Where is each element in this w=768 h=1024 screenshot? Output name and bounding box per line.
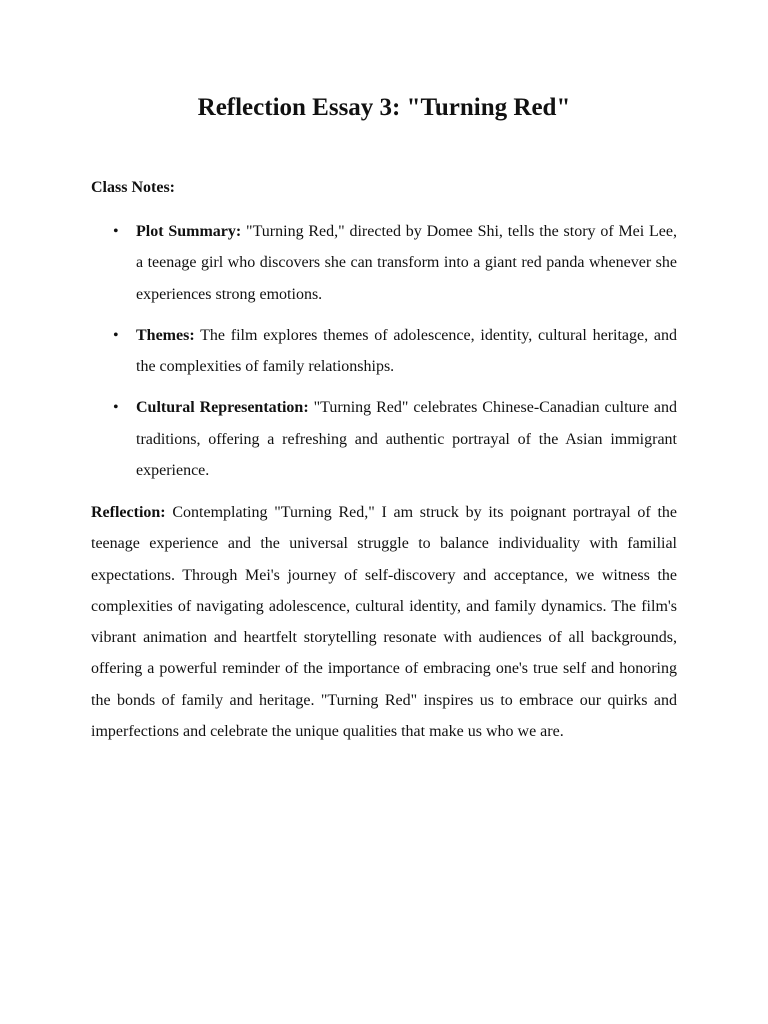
- page-title: Reflection Essay 3: "Turning Red": [197, 94, 571, 121]
- reflection-label: Reflection:: [91, 504, 166, 521]
- reflection-text: Contemplating "Turning Red," I am struck by its poignant portrayal of the teenage experience and the universal struggle to balance individuality with familial expectations. Through Mei's journey of self-discovery and acceptance, we witness the complexities of navigating adolescence, cultural identity, and family dynamics. The film's vibrant animation and heartfelt storytelling resonate with audiences of all backgrounds, offering a powerful reminder of the importance of embracing one's true self and honoring the bonds of family and heritage. "Turning Red" inspires us to embrace our quirks and imperfections and celebrate the unique qualities that make us who we are.: [91, 504, 677, 741]
- note-cultural-representation: [91, 392, 677, 486]
- bullet-icon: •: [113, 399, 119, 417]
- note-plot-summary: [91, 216, 677, 310]
- class-notes-list: [91, 216, 677, 496]
- note-text: "Turning Red" celebrates Chinese-Canadian culture and traditions, offering a refreshing and authentic portrayal of the Asian immigrant experience.: [136, 399, 678, 480]
- note-text: "Turning Red," directed by Domee Shi, tells the story of Mei Lee, a teenage girl who discovers she can transform into a giant red panda whenever she experiences strong emotions.: [136, 223, 678, 303]
- note-label: Plot Summary:: [136, 223, 242, 240]
- note-themes: [91, 320, 677, 383]
- note-text: The film explores themes of adolescence, identity, cultural heritage, and the complexities of family relationships.: [136, 326, 677, 376]
- note-label: Themes:: [136, 326, 195, 344]
- note-label: Cultural Representation:: [136, 399, 309, 417]
- reflection-paragraph: [91, 497, 677, 747]
- class-notes-heading: Class Notes:: [91, 179, 175, 196]
- bullet-icon: •: [113, 223, 119, 240]
- bullet-icon: •: [113, 326, 119, 344]
